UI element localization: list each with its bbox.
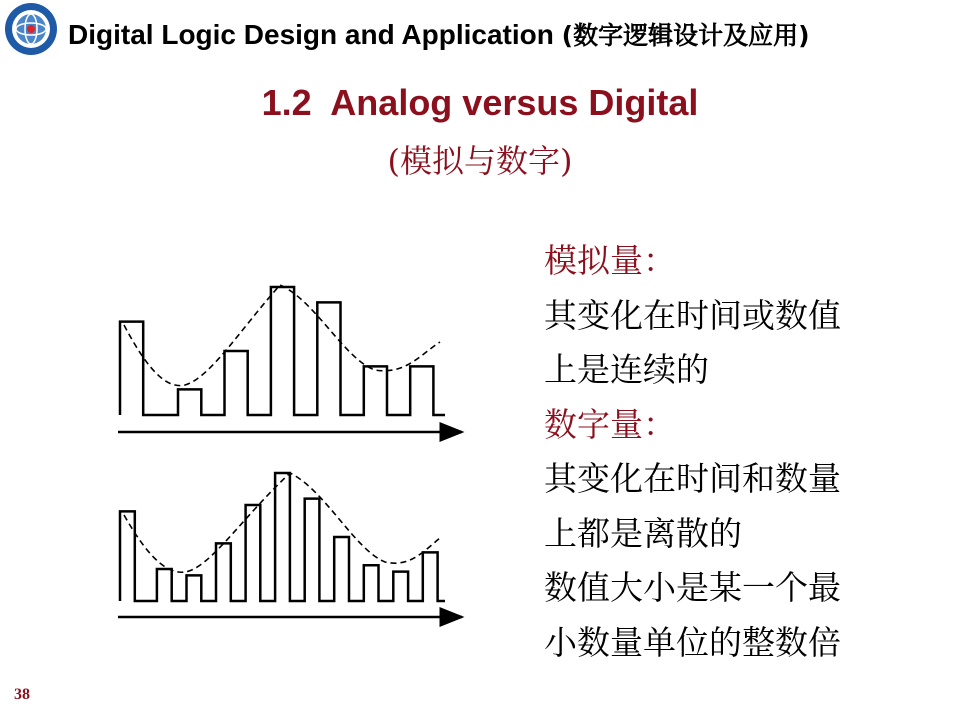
course-header (68, 14, 810, 56)
bottom-waveform (118, 473, 462, 617)
analog-label: 模拟量： (544, 241, 676, 280)
university-logo (4, 2, 58, 56)
slide-subtitle: (模拟与数字) (387, 142, 573, 180)
digital-desc-line-2: 上都是离散的 (544, 513, 742, 553)
definitions (544, 234, 944, 670)
analog-desc-line-2: 上是连续的 (544, 350, 709, 389)
digital-desc-line-4: 小数量单位的整数倍 (544, 622, 841, 662)
top-pulses (120, 287, 445, 415)
course-title-en: Digital Logic Design and Application (68, 19, 562, 50)
analog-digital-diagram (110, 270, 470, 640)
bottom-pulses (120, 473, 445, 601)
digital-label: 数字量： (544, 404, 676, 444)
course-title-cn: (数字逻辑设计及应用) (561, 21, 810, 50)
page-number: 38 (14, 686, 30, 703)
top-analog-curve (124, 285, 440, 386)
analog-desc-line-1: 其变化在时间或数值 (544, 295, 841, 335)
digital-desc-line-3: 数值大小是某一个最 (544, 568, 841, 607)
bottom-analog-curve (124, 473, 440, 572)
slide-title: 1.2 Analog versus Digital (261, 82, 699, 123)
digital-desc-line-1: 其变化在时间和数量 (544, 459, 841, 498)
top-waveform (118, 285, 462, 432)
